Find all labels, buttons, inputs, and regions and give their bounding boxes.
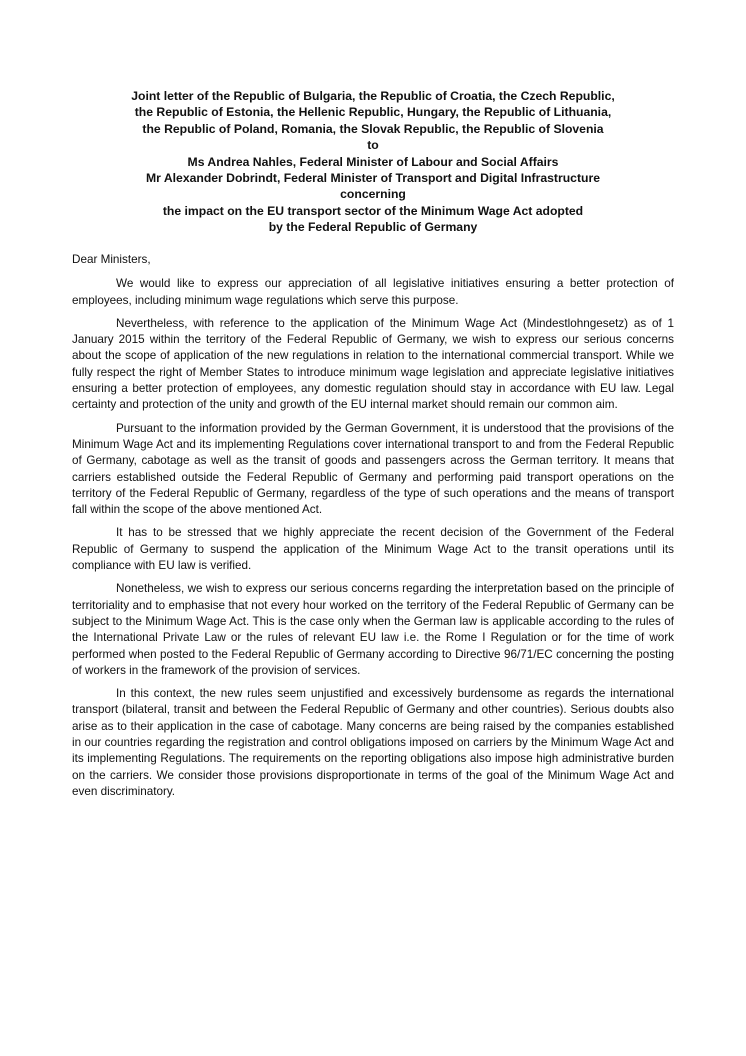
heading-line: the Republic of Poland, Romania, the Slovak Republic, the Republic of Slovenia	[142, 121, 604, 136]
body-paragraph: Nonetheless, we wish to express our serious concerns regarding the interpretation based on the principle of territoriality and to emphasise that not every hour worked on the territory of the Federal Republic of Germany can be subject to the Minimum Wage Act. This is the case only when the German law is applicable according to the rules of the International Private Law or the rules of relevant EU law i.e. the Rome I Regulation or for the time of work performed when posted to the Federal Republic of Germany according to Directive 96/71/EC concerning the posting of workers in the framework of the provision of services.	[72, 582, 674, 677]
heading-line: Ms Andrea Nahles, Federal Minister of Labour and Social Affairs	[187, 154, 559, 169]
heading-line: concerning	[340, 187, 406, 202]
heading-line: by the Federal Republic of Germany	[268, 220, 478, 235]
body-paragraph: Nevertheless, with reference to the application of the Minimum Wage Act (Mindestlohngesetz) as of 1 January 2015 within the territory of the Federal Republic of Germany, we wish to express our serious concerns about the scope of application of the new regulations in relation to the international commercial transport. While we fully respect the right of Member States to introduce minimum wage legislation and appreciate legislative initiatives ensuring a better protection of employees, any domestic regulation should stay in accordance with EU law. Legal certainty and protection of the unity and growth of the EU internal market should remain our common aim.	[72, 316, 674, 412]
body-paragraph: It has to be stressed that we highly appreciate the recent decision of the Government of the Federal Republic of Germany to suspend the application of the Minimum Wage Act to the transit operations until its compliance with EU law is verified.	[72, 526, 674, 573]
heading-line: the impact on the EU transport sector of the Minimum Wage Act adopted	[162, 203, 584, 218]
body-paragraph: In this context, the new rules seem unjustified and excessively burdensome as regards the international transport (bilateral, transit and between the Federal Republic of Germany and other countries). Serious doubts also arise as to their application in the case of cabotage. Many concerns are being raised by the companies established in our countries regarding the registration and control obligations imposed on carriers by the Minimum Wage Act and its implementing Regulations. The requirements on the reporting obligations also impose high administrative burden on the carriers. We consider those provisions disproportionate in terms of the goal of the Minimum Wage Act and even discriminatory.	[72, 687, 674, 798]
heading-line: Mr Alexander Dobrindt, Federal Minister of Transport and Digital Infrastructure	[146, 171, 600, 186]
letter-heading	[72, 88, 674, 236]
heading-line: to	[367, 138, 379, 153]
letter-body	[72, 252, 674, 807]
heading-line: the Republic of Estonia, the Hellenic Republic, Hungary, the Republic of Lithuania,	[134, 105, 612, 120]
salutation: Dear Ministers,	[72, 253, 151, 266]
body-paragraph: Pursuant to the information provided by the German Government, it is understood that the provisions of the Minimum Wage Act and its implementing Regulations cover international transport to and from the Federal Republic of Germany, cabotage as well as the transit of goods and passengers across the German territory. It means that carriers established outside the Federal Republic of Germany and performing paid transport operations on the territory of the Federal Republic of Germany, regardless of the type of such operations and the means of transport fall within the scope of the above mentioned Act.	[72, 421, 674, 517]
body-paragraph: We would like to express our appreciation of all legislative initiatives ensuring a better protection of employees, including minimum wage regulations which serve this purpose.	[72, 277, 674, 307]
heading-line: Joint letter of the Republic of Bulgaria, the Republic of Croatia, the Czech Republic,	[131, 89, 615, 103]
